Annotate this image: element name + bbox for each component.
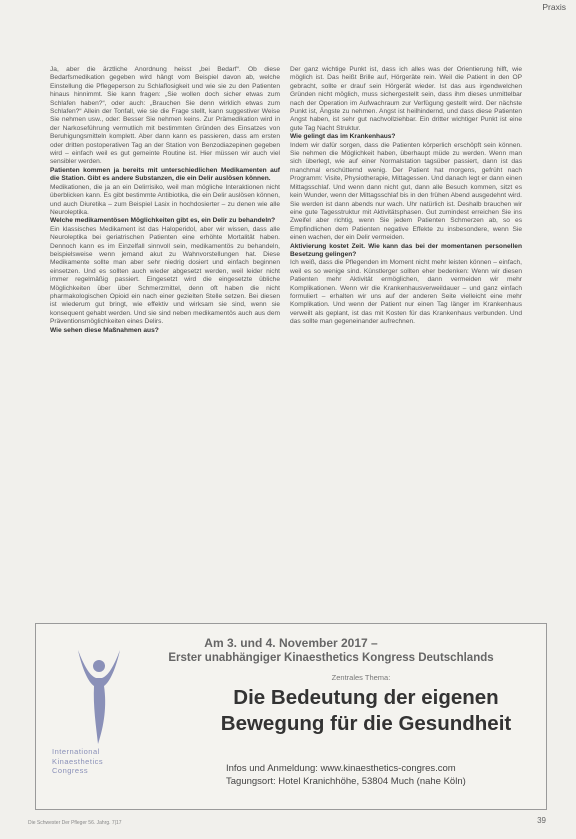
interview-question: Patienten kommen ja bereits mit unterschiedlichen Medikamenten auf die Station. Gibt es andere Substanzen, die ein Delir auslösen können. xyxy=(50,166,280,183)
paragraph: Der ganz wichtige Punkt ist, dass ich alles was der Orientierung hilft, wie möglich ist. Das heißt Brille auf, Hörgeräte rein. Weil die Patient in den OP gebracht, sollte er drauf sein Hörgerät wieder. Ist das aus irgendwelchen Gründen nicht möglich, muss sichergestellt sein, dass ihm dieses unmittelbar nach der Operation im Aufwachraum zur Verfügung gestellt wird. Der nächste Punkt ist, Ängste zu nehmen. Angst ist heilhindernd, und dass diese Patienten Angst haben, ist sehr gut nachvollziehbar. Ein dritter wichtiger Punkt ist eine gute Tag Nacht Struktur. xyxy=(290,66,522,132)
ad-venue-line: Tagungsort: Hotel Kranichhöhe, 53804 Much (nahe Köln) xyxy=(226,776,466,787)
ad-date: Am 3. und 4. November 2017 – xyxy=(204,636,378,650)
ad-registration-line: Infos und Anmeldung: www.kinaesthetics-congres.com xyxy=(226,763,456,774)
congress-advertisement xyxy=(35,623,547,810)
paragraph: Ein klassisches Medikament ist das Haloperidol, aber wir wissen, dass alle Neuroleptika bei geriatrischen Patienten eine erhöhte Mortalität haben. Dennoch kann es im Einzelfall sinnvoll sein, medikamentös zu behandeln, beispielsweise wenn jemand akut zu Wahnvorstellungen hat. Diese Medikamente sollte man aber sehr niedrig dosiert und einfach beginnen einsetzen. Und es sollten auch wieder abgesetzt werden, weil leider nicht immer regelmäßig passiert. Eingesetzt wird die eingesetzte übliche Möglichkeiten über über Schmerzmittel, denn oft haben die nicht pharmakologischen Opioid ein nach einer gezielten Stelle setzen. Bei diesen ist wiederum gut bringt, wie effektiv und wirksam sie sind, wenn sie konsequent gehabt werden. Und sie sind neben medikamentös auch aus dem Präventionsmöglichkeiten eines Delirs. xyxy=(50,225,280,326)
paragraph: Ich weiß, dass die Pflegenden im Moment nicht mehr leisten können – einfach, weil es so wenige sind. Künstlerger sollten eher bedenken: Wenn wir diesen Patienten mehr Aktivität ermöglichen, dann vermeiden wir mehr Komplikationen. Wenn wir die Krankenhausverweildauer – und ganz einfach formuliert – erhalten wir uns auf der anderen Seite vielleicht eine mehr Komplikation. Und wenn der Patient nur einen Tag länger im Krankenhaus verweilt als geplant, ist das mit Kosten für das Krankenhaus verbunden. Und das sollte man gegeneinander aufrechnen. xyxy=(290,259,522,326)
logo-wordmark: International Kinaesthetics Congress xyxy=(52,747,104,775)
ad-info xyxy=(226,762,466,788)
ad-congress-title: Erster unabhängiger Kinaesthetics Kongress Deutschlands xyxy=(168,652,494,664)
section-label: Praxis xyxy=(542,2,566,12)
paragraph: Medikationen, die ja an ein Delirrisiko, weil man mögliche Interaktionen nicht überblicken kann. Es gibt bestimmte Antibiotika, die ein Delir auslösen können, und auch Diuretika – zum Beispiel Lasix in hochdosierter – zu denen wie alle Neuroleptika. xyxy=(50,183,280,216)
page-number: 39 xyxy=(537,816,546,825)
interview-question: Wie gelingt das im Krankenhaus? xyxy=(290,133,396,141)
interview-question: Welche medikamentösen Möglichkeiten gibt es, ein Delir zu behandeln? xyxy=(50,217,276,225)
ad-headline: Die Bedeutung der eigenen xyxy=(233,686,499,709)
kinaesthetics-figure-icon xyxy=(74,646,124,746)
interview-question: Wie sehen diese Maßnahmen aus? xyxy=(50,326,159,334)
left-column xyxy=(50,66,280,335)
right-column xyxy=(290,66,522,327)
paragraph: Indem wir dafür sorgen, dass die Patienten körperlich erschöpft sein können. Sie nehmen die Möglichkeit haben, überhaupt müde zu werden. Wenn man sich überlegt, wie auf einer Normalstation tagsüber passiert, dann ist das manchmal erschütternd wenig. Der Patient hat morgens, gefrüht nach Programm: Visite, Physiotherapie, Mittagessen. Und danach legt er dann einen Mittagsschlaf. Und wenn dann nicht gut, dann alle Besuch kommen, sitzt es kein Wunder, wenn der Mittagsschlaf bis in den frühen Abend ausgedehnt wird. Sie werden ist dann abends nur wach. Uhr natürlich ist. Deshalb brauchen wir eine gute Tagesstruktur mit Aktivitätsphasen. Gut zumindest erreichen Sie ins Zweifel aber richtig, wenn Sie jedem Patienten Schmerzen ab, so es Empfindlichen dem Patienten negative Effekte zu insbesondere, wenn Sie einen wachen, der ein Delir vermeiden. xyxy=(290,141,522,242)
paragraph: Ja, aber die ärztliche Anordnung heisst „bei Bedarf“. Ob diese Bedarfsmedikation gegeben wird hängt vom Beispiel davon ab, welche Einstellung die Pflegeperson zu Schlaflosigkeit und wie sie zu den Patienten hinaus hinnimmt. Sie kann fragen: „Sie wollen doch sicher etwas zum Schlafen haben?“, oder auch: „Brauchen Sie denn wirklich etwas zum Schlafen?“ Allein der Tonfall, wie sie die Frage stellt, kann suggestiver Weise Sie nehmen usw., oder: Besser Sie nehmen keins. Zur Prämedikation wird in der Narkoseführung vermutlich mit bestimmten Gründen des Einsatzes von Beruhigungsmitteln komplett. Aber dann kann es passieren, dass am ersten oder dritten postoperativen Tag an der Station von Benzodiazepinen gegeben wird – einfach weil es gut gemeinte Routine ist. Hier müssen wir auch viel sensibler werden. xyxy=(50,66,280,166)
interview-question: Aktivierung kostet Zeit. Wie kann das bei der momentanen personellen Besetzung gelingen? xyxy=(290,242,522,258)
ad-topic-label: Zentrales Thema: xyxy=(331,673,391,682)
footer-publication: Die Schwester Der Pfleger 56. Jahrg. 7|17 xyxy=(28,820,122,826)
ad-headline: Bewegung für die Gesundheit xyxy=(220,712,512,735)
